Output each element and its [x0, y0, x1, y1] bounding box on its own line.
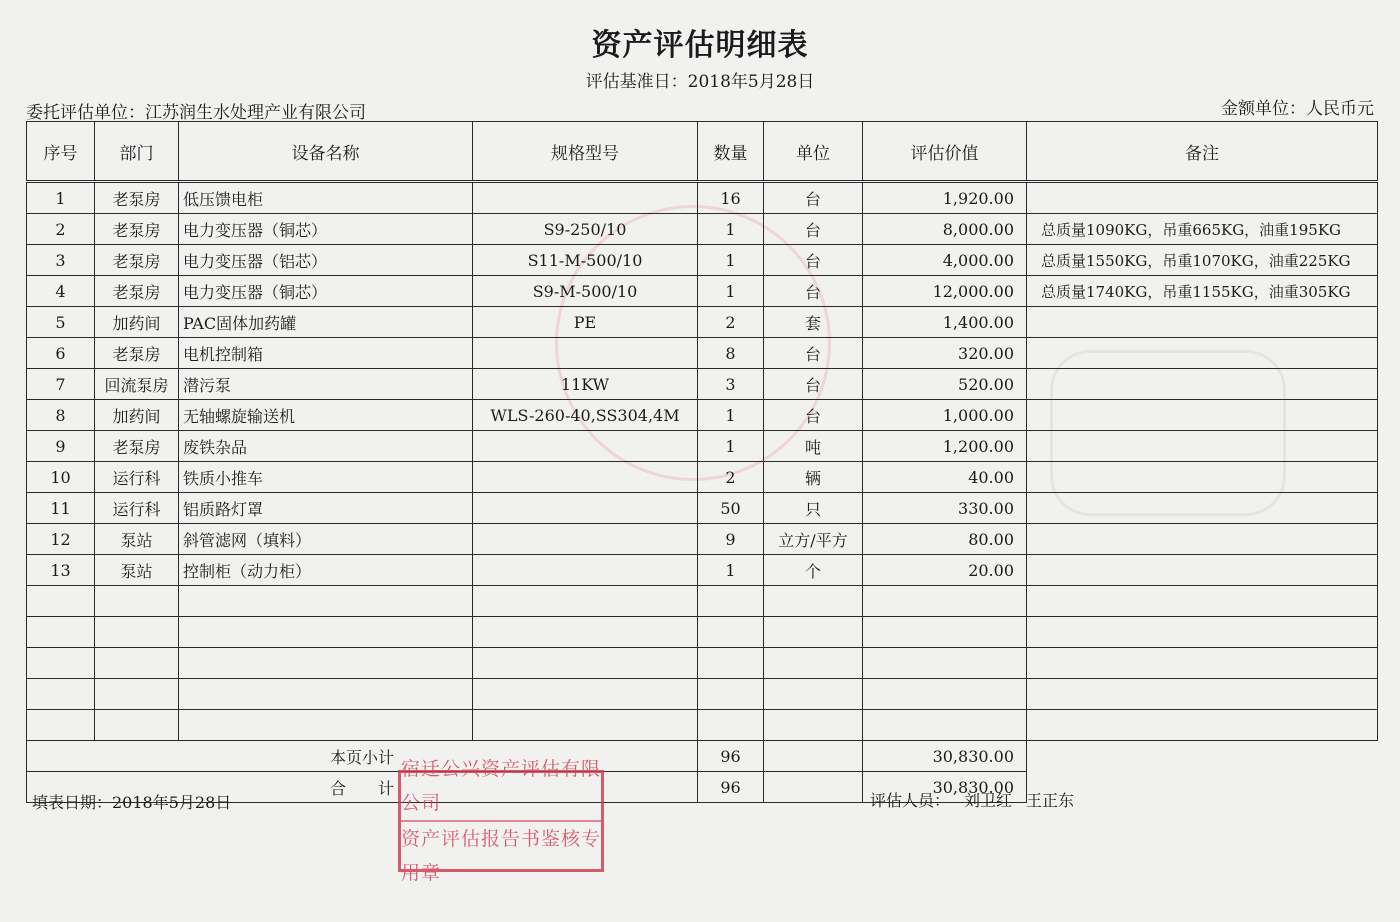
cell-no: 2	[27, 214, 95, 245]
cell-dept: 老泵房	[95, 182, 179, 214]
total-label: 合 计	[27, 772, 698, 803]
cell-no: 1	[27, 182, 95, 214]
cell-value: 1,400.00	[863, 307, 1027, 338]
cell-spec	[473, 493, 698, 524]
cell-qty: 1	[698, 276, 764, 307]
cell-dept: 运行科	[95, 462, 179, 493]
cell-name: 铝质路灯罩	[179, 493, 473, 524]
cell-dept: 老泵房	[95, 214, 179, 245]
cell-spec	[473, 524, 698, 555]
cell-name: 废铁杂品	[179, 431, 473, 462]
cell-no: 9	[27, 431, 95, 462]
total-value: 30,830.00	[863, 772, 1027, 803]
cell-remark	[1027, 462, 1378, 493]
cell-no: 5	[27, 307, 95, 338]
table-row	[27, 400, 1378, 431]
cell-no: 12	[27, 524, 95, 555]
cell-spec: 11KW	[473, 369, 698, 400]
empty-row	[27, 617, 1378, 648]
cell-value: 40.00	[863, 462, 1027, 493]
cell-value: 4,000.00	[863, 245, 1027, 276]
fill-date: 填表日期：2018年5月28日	[32, 793, 232, 812]
cell-name: 铁质小推车	[179, 462, 473, 493]
assessors	[870, 788, 1074, 811]
cell-qty: 3	[698, 369, 764, 400]
asset-table	[26, 121, 1378, 803]
cell-unit: 套	[764, 307, 863, 338]
table-body	[27, 182, 1378, 803]
cell-value: 12,000.00	[863, 276, 1027, 307]
table-row	[27, 307, 1378, 338]
assessor-name: 王正东	[1026, 791, 1075, 810]
cell-dept: 老泵房	[95, 338, 179, 369]
seal-line-2: 资产评估报告书鉴核专用章	[401, 828, 602, 884]
cell-dept: 运行科	[95, 493, 179, 524]
header-spec: 规格型号	[473, 122, 698, 182]
cell-spec: WLS-260-40,SS304,4M	[473, 400, 698, 431]
cell-name: 电力变压器（铝芯）	[179, 245, 473, 276]
cell-remark	[1027, 555, 1378, 586]
cell-unit: 立方/平方	[764, 524, 863, 555]
table-row	[27, 555, 1378, 586]
cell-unit: 台	[764, 214, 863, 245]
cell-value: 330.00	[863, 493, 1027, 524]
table-row	[27, 338, 1378, 369]
header-value: 评估价值	[863, 122, 1027, 182]
cell-no: 6	[27, 338, 95, 369]
cell-name: PAC固体加药罐	[179, 307, 473, 338]
cell-spec	[473, 431, 698, 462]
cell-remark: 总质量1740KG，吊重1155KG，油重305KG	[1027, 276, 1378, 307]
cell-name: 电机控制箱	[179, 338, 473, 369]
empty-row	[27, 586, 1378, 617]
currency-unit: 金额单位：人民币元	[1221, 99, 1374, 119]
cell-remark	[1027, 524, 1378, 555]
cell-unit: 个	[764, 555, 863, 586]
cell-no: 4	[27, 276, 95, 307]
cell-name: 低压馈电柜	[179, 182, 473, 214]
cell-value: 8,000.00	[863, 214, 1027, 245]
cell-unit: 台	[764, 182, 863, 214]
client-unit: 委托评估单位：江苏润生水处理产业有限公司	[26, 103, 366, 123]
total-qty: 96	[698, 772, 764, 803]
table-row	[27, 431, 1378, 462]
cell-name: 潜污泵	[179, 369, 473, 400]
cell-dept: 老泵房	[95, 431, 179, 462]
table-header-row	[27, 122, 1378, 182]
cell-dept: 回流泵房	[95, 369, 179, 400]
cell-qty: 1	[698, 245, 764, 276]
cell-spec	[473, 555, 698, 586]
cell-name: 电力变压器（铜芯）	[179, 276, 473, 307]
page-title: 资产评估明细表	[591, 28, 809, 63]
cell-dept: 泵站	[95, 555, 179, 586]
cell-value: 80.00	[863, 524, 1027, 555]
subtotal-qty: 96	[698, 741, 764, 772]
cell-remark	[1027, 369, 1378, 400]
empty-row	[27, 710, 1378, 741]
cell-spec: S9-250/10	[473, 214, 698, 245]
cell-spec: S9-M-500/10	[473, 276, 698, 307]
cell-remark	[1027, 338, 1378, 369]
cell-remark	[1027, 431, 1378, 462]
table-row	[27, 276, 1378, 307]
cell-unit: 台	[764, 400, 863, 431]
cell-no: 13	[27, 555, 95, 586]
cell-spec	[473, 338, 698, 369]
table-row	[27, 182, 1378, 214]
cell-qty: 1	[698, 431, 764, 462]
cell-dept: 加药间	[95, 307, 179, 338]
table-row	[27, 214, 1378, 245]
empty-row	[27, 679, 1378, 710]
empty-row	[27, 648, 1378, 679]
cell-value: 1,000.00	[863, 400, 1027, 431]
cell-remark: 总质量1550KG，吊重1070KG，油重225KG	[1027, 245, 1378, 276]
cell-qty: 1	[698, 555, 764, 586]
subtotal-row	[27, 741, 1378, 772]
table-row	[27, 245, 1378, 276]
company-seal	[398, 758, 604, 884]
assessor-name: 刘卫红	[964, 791, 1013, 810]
cell-qty: 8	[698, 338, 764, 369]
header-qty: 数量	[698, 122, 764, 182]
cell-value: 320.00	[863, 338, 1027, 369]
cell-spec	[473, 182, 698, 214]
cell-qty: 9	[698, 524, 764, 555]
cell-name: 电力变压器（铜芯）	[179, 214, 473, 245]
cell-value: 1,920.00	[863, 182, 1027, 214]
seal-line-1: 宿迁公兴资产评估有限公司	[401, 752, 601, 822]
cell-no: 7	[27, 369, 95, 400]
cell-remark	[1027, 182, 1378, 214]
base-date: 评估基准日：2018年5月28日	[585, 72, 815, 92]
table-row	[27, 462, 1378, 493]
cell-unit: 台	[764, 338, 863, 369]
cell-spec: S11-M-500/10	[473, 245, 698, 276]
cell-no: 10	[27, 462, 95, 493]
cell-unit: 台	[764, 276, 863, 307]
cell-unit: 只	[764, 493, 863, 524]
cell-qty: 50	[698, 493, 764, 524]
cell-qty: 1	[698, 214, 764, 245]
table-row	[27, 493, 1378, 524]
header-remark: 备注	[1027, 122, 1378, 182]
cell-unit: 台	[764, 369, 863, 400]
cell-no: 11	[27, 493, 95, 524]
cell-remark	[1027, 493, 1378, 524]
cell-qty: 2	[698, 307, 764, 338]
cell-no: 3	[27, 245, 95, 276]
subtotal-value: 30,830.00	[863, 741, 1027, 772]
cell-spec: PE	[473, 307, 698, 338]
cell-name: 斜管滤网（填料）	[179, 524, 473, 555]
header-unit: 单位	[764, 122, 863, 182]
cell-no: 8	[27, 400, 95, 431]
cell-name: 无轴螺旋输送机	[179, 400, 473, 431]
cell-value: 20.00	[863, 555, 1027, 586]
cell-remark	[1027, 307, 1378, 338]
cell-value: 520.00	[863, 369, 1027, 400]
cell-dept: 加药间	[95, 400, 179, 431]
cell-qty: 2	[698, 462, 764, 493]
header-name: 设备名称	[179, 122, 473, 182]
cell-unit: 吨	[764, 431, 863, 462]
subtotal-label: 本页小计	[27, 741, 698, 772]
cell-dept: 老泵房	[95, 245, 179, 276]
cell-remark	[1027, 400, 1378, 431]
cell-dept: 泵站	[95, 524, 179, 555]
cell-qty: 1	[698, 400, 764, 431]
header-no: 序号	[27, 122, 95, 182]
assessors-label: 评估人员：	[870, 791, 951, 810]
cell-qty: 16	[698, 182, 764, 214]
cell-value: 1,200.00	[863, 431, 1027, 462]
header-dept: 部门	[95, 122, 179, 182]
cell-unit: 台	[764, 245, 863, 276]
cell-remark: 总质量1090KG，吊重665KG，油重195KG	[1027, 214, 1378, 245]
table-row	[27, 524, 1378, 555]
cell-name: 控制柜（动力柜）	[179, 555, 473, 586]
cell-dept: 老泵房	[95, 276, 179, 307]
table-row	[27, 369, 1378, 400]
cell-unit: 辆	[764, 462, 863, 493]
cell-spec	[473, 462, 698, 493]
